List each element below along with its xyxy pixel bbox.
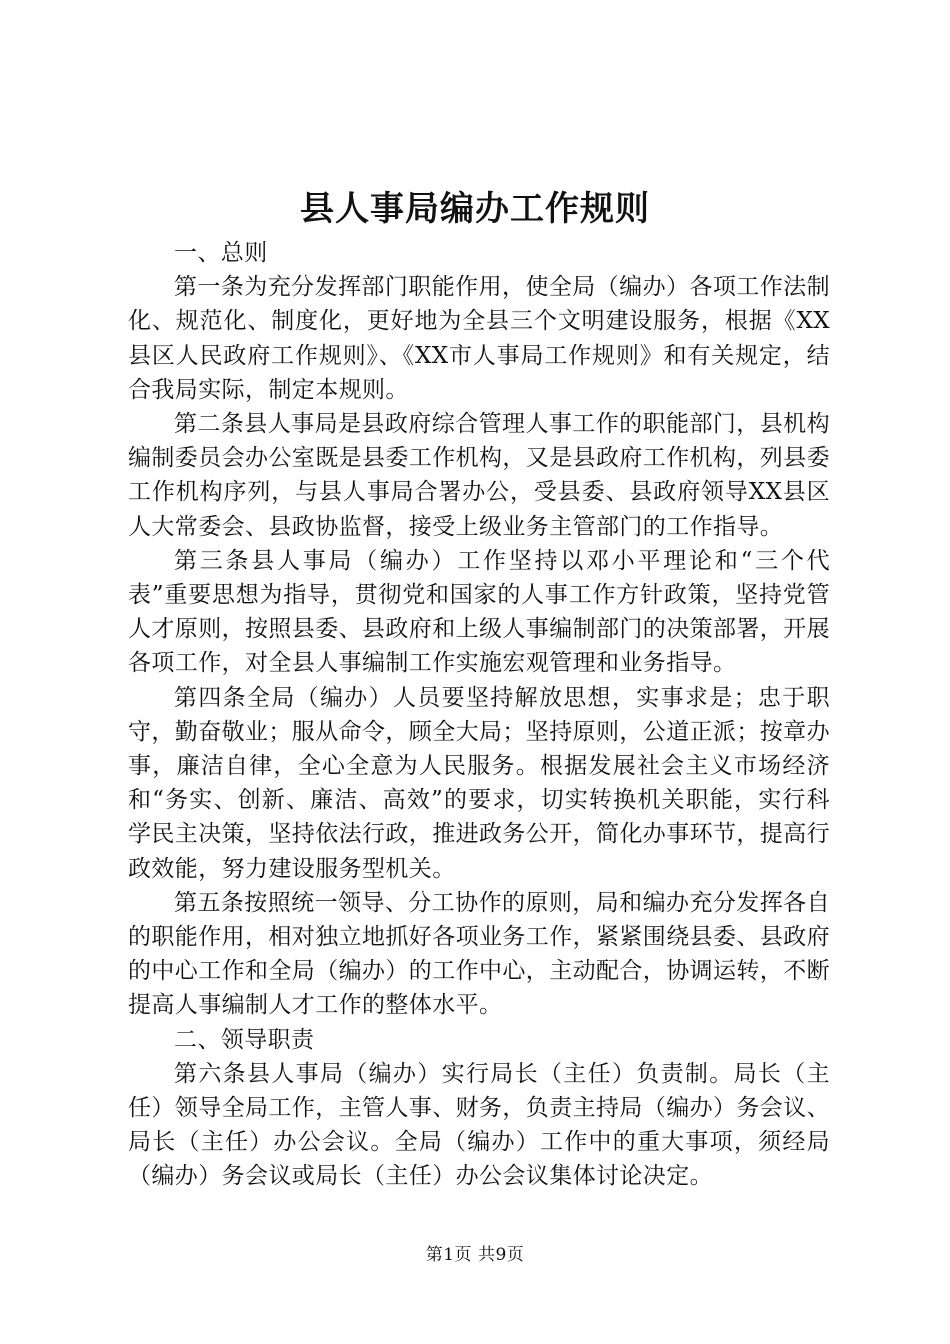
document-body — [128, 236, 830, 1194]
article-1: 第一条为充分发挥部门职能作用，使全局（编办）各项工作法制化、规范化、制度化，更好地为全县三个文明建设服务，根据《XX县区人民政府工作规则》、《XX市人事局工作规则》和有关规定，结合我局实际，制定本规则。 — [128, 274, 830, 403]
article-5: 第五条按照统一领导、分工协作的原则，局和编办充分发挥各自的职能作用，相对独立地抓好各项业务工作，紧紧围绕县委、县政府的中心工作和全局（编办）的工作中心，主动配合，协调运转，不断提高人事编制人才工作的整体水平。 — [128, 889, 830, 1019]
article-4: 第四条全局（编办）人员要坚持解放思想，实事求是；忠于职守，勤奋敬业；服从命令，顾全大局；坚持原则，公道正派；按章办事，廉洁自律，全心全意为人民服务。根据发展社会主义市场经济和“务实、创新、廉洁、高效”的要求，切实转换机关职能，实行科学民主决策，坚持依法行政，推进政务公开，简化办事环节，提高行政效能，努力建设服务型机关。 — [128, 684, 830, 882]
article-3: 第三条县人事局（编办）工作坚持以邓小平理论和“三个代表”重要思想为指导，贯彻党和国家的人事工作方针政策，坚持党管人才原则，按照县委、县政府和上级人事编制部门的决策部署，开展各项工作，对全县人事编制工作实施宏观管理和业务指导。 — [128, 547, 830, 677]
article-6: 第六条县人事局（编办）实行局长（主任）负责制。局长（主任）领导全局工作，主管人事、财务，负责主持局（编办）务会议、局长（主任）办公会议。全局（编办）工作中的重大事项，须经局（编办）务会议或局长（主任）办公会议集体讨论决定。 — [128, 1060, 830, 1190]
section-heading-general: 一、总则 — [174, 240, 268, 266]
document-title: 县人事局编办工作规则 — [300, 189, 650, 229]
article-2: 第二条县人事局是县政府综合管理人事工作的职能部门，县机构编制委员会办公室既是县委工作机构，又是县政府工作机构，列县委工作机构序列，与县人事局合署办公，受县委、县政府领导XX县区人大常委会、县政协监督，接受上级业务主管部门的工作指导。 — [128, 411, 830, 540]
page-footer: 第1页 共9页 — [425, 1245, 525, 1265]
section-heading-leadership: 二、领导职责 — [174, 1026, 315, 1053]
